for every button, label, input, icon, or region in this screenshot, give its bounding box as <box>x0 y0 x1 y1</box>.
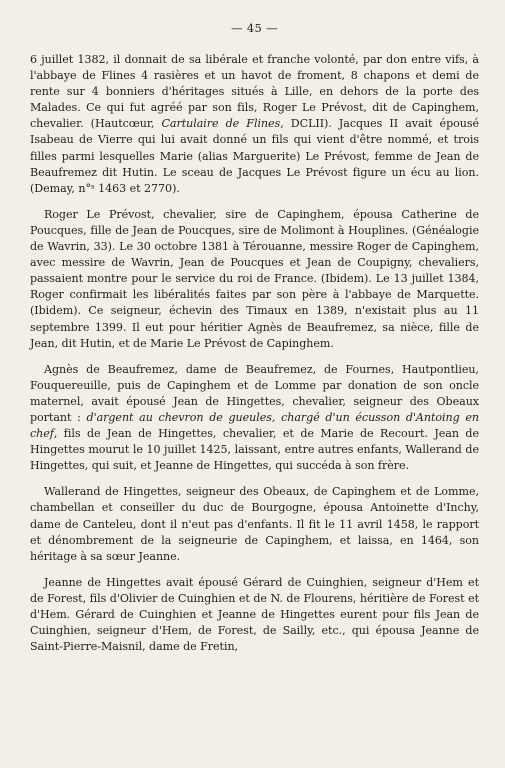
text-segment: , fils de Jean de Hingettes, chevalier, et de Marie de Recourt. Jean de Hingettes mourut le 10 juillet 1425, laissant, entre autres enfants, Wallerand de Hingettes, qui suit, et Jeanne de Hingettes, qui succéda à son frère. <box>30 427 479 473</box>
paragraph <box>30 362 479 475</box>
text-segment: Jeanne de Hingettes avait épousé Gérard de Cuinghien, seigneur d'Hem et de Forest, fils d'Olivier de Cuinghien et de N. de Flourens, héritière de Forest et d'Hem. Gérard de Cuinghien et Jeanne de Hingettes eurent pour fils Jean de Cuinghien, seigneur d'Hem, de Forest, de Sailly, etc., qui épousa Jeanne de Saint-Pierre-Maisnil, dame de Fretin, <box>30 575 479 654</box>
page-number: — 45 — <box>231 21 278 35</box>
paragraph <box>30 52 479 197</box>
paragraph <box>30 207 479 352</box>
italic-text: Cartulaire de Flines <box>161 117 281 131</box>
text-body <box>30 52 479 655</box>
paragraph <box>30 484 479 564</box>
italic-text: d'argent au chevron de gueules, chargé d'un écusson d'Antoing en chef <box>30 410 479 441</box>
text-segment: , DCLII). Jacques II avait épousé Isabeau de Vierre qui lui avait donné un fils qui vient d'être nommé, et trois filles parmi lesquelles Marie (alias Marguerite) Le Prévost, femme de Jean de Beaufremez dit Hutin. Le sceau de Jacques Le Prévost figure un écu au lion. (Demay, n°ˢ 1463 et 2770). <box>30 117 479 195</box>
text-segment: Roger Le Prévost, chevalier, sire de Capinghem, épousa Catherine de Poucques, fille de Jean de Poucques, sire de Molimont à Houplines. (Généalogie de Wavrin, 33). Le 30 octobre 1381 à Térouanne, messire Roger de Capinghem, avec messire de Wavrin, Jean de Poucques et Jean de Coupigny, chevaliers, passaient montre pour le service du roi de France. (Ibidem). Le 13 juillet 1384, Roger confirmait les libéralités faites par son père à l'abbaye de Marquette. (Ibidem). Ce seigneur, échevin des Timaux en 1389, n'existait plus au 11 septembre 1399. Il eut pour héritier Agnès de Beaufremez, sa nièce, fille de Jean, dit Hutin, et de Marie Le Prévost de Capinghem. <box>30 207 479 350</box>
book-page <box>30 20 479 760</box>
text-segment: 6 juillet 1382, il donnait de sa libérale et franche volonté, par don entre vifs, à l'abbaye de Flines 4 rasières et un havot de froment, 8 chapons et demi de rente sur 4 bonniers d'héritages situés à Lille, en dehors de la porte des Malades. Ce qui fut agréé par son fils, Roger Le Prévost, dit de Capinghem, chevalier. (Hautcœur, <box>30 53 479 131</box>
text-segment: Wallerand de Hingettes, seigneur des Obeaux, de Capinghem et de Lomme, chambellan et conseiller du duc de Bourgogne, épousa Antoinette d'Inchy, dame de Canteleu, dont il n'eut pas d'enfants. Il fit le 11 avril 1458, le rapport et dénombrement de la seigneurie de Capinghem, et laissa, en 1464, son héritage à sa sœur Jeanne. <box>30 485 479 563</box>
paragraph <box>30 575 479 655</box>
text-segment: Agnès de Beaufremez, dame de Beaufremez, de Fournes, Hautpontlieu, Fouquereuille, puis de Capinghem et de Lomme par donation de son oncle maternel, avait épousé Jean de Hingettes, chevalier, seigneur des Obeaux portant : <box>30 362 479 424</box>
